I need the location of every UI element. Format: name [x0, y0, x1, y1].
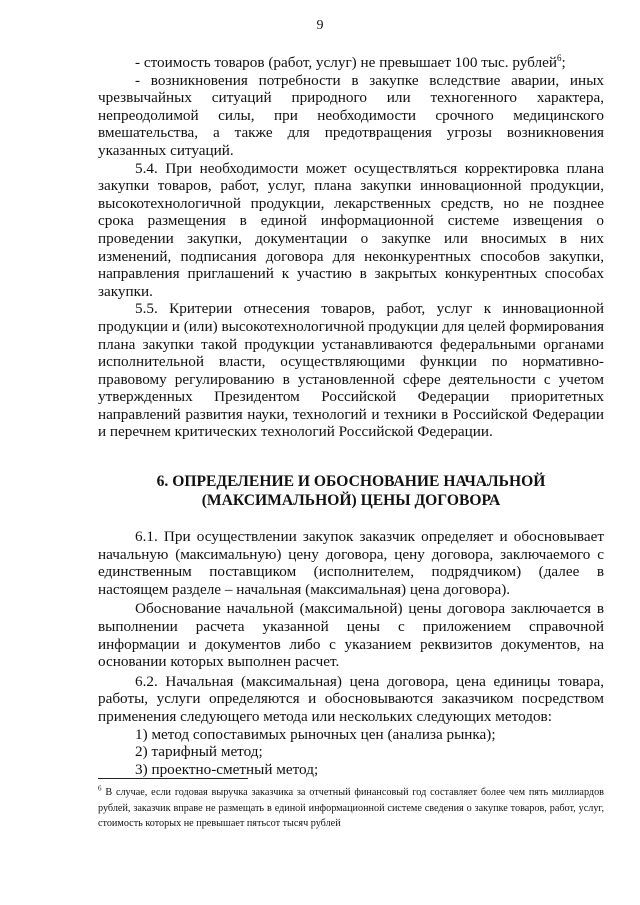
- list-item-method-3: 3) проектно-сметный метод;: [135, 760, 319, 778]
- section-heading-line-1: 6. ОПРЕДЕЛЕНИЕ И ОБОСНОВАНИЕ НАЧАЛЬНОЙ: [156, 473, 546, 490]
- paragraph-5-5: 5.5. Критерии отнесения товаров, работ, услуг к инновационной продукции и (или) высокотехнологичной продукции для целей формирования плана закупки такой продукции устанавливаются федеральными органами исполнительной власти, осуществляющими функции по нормативно-правовому регулированию в установленной сфере деятельности с учетом утвержденных Президентом Российской Федерации приоритетных направлений развития науки, технологий и техники в Российской Федерации и перечнем критических технологий Российской Федерации.: [98, 300, 604, 441]
- body-text-top: [98, 54, 604, 441]
- section-heading: [98, 472, 604, 510]
- footnote-reference[interactable]: 6: [556, 52, 562, 63]
- footnote-marker: 6: [98, 784, 102, 793]
- paragraph-justification: Обоснование начальной (максимальной) цены договора заключается в выполнении расчета указанной цены с приложением справочной информации и документов либо с указанием реквизитов документов, на основании которых выполнен расчет.: [98, 600, 604, 671]
- paragraph-6-1: 6.1. При осуществлении закупок заказчик определяет и обосновывает начальную (максимальную) цену договора, цену договора, заключаемого с единственным поставщиком (исполнителем, подрядчиком) (далее в настоящем разделе – начальная (максимальная) цена договора).: [98, 528, 604, 598]
- list-item-method-2: 2) тарифный метод;: [135, 743, 263, 761]
- footnote: [98, 785, 604, 832]
- list-item-method-1: 1) метод сопоставимых рыночных цен (анализа рынка);: [135, 725, 496, 743]
- paragraph-6-2: 6.2. Начальная (максимальная) цена договора, цена единицы товара, работы, услуги определяются и обосновываются заказчиком посредством применения следующего метода или нескольких следующих методов:: [98, 672, 604, 725]
- section-heading-line-2: (МАКСИМАЛЬНОЙ) ЦЕНЫ ДОГОВОРА: [201, 492, 501, 509]
- footnote-divider: [98, 778, 248, 779]
- footnote-text: В случае, если годовая выручка заказчика за отчетный финансовый год составляет более чем пять миллиардов рублей, заказчик вправе не размещать в единой информационной системе сведения о закупке товаров, работ, услуг, стоимость которых не превышает пятьсот тысяч рублей: [98, 787, 604, 829]
- paragraph-cost-limit: - стоимость товаров (работ, услуг) не превышает 100 тыс. рублей$^6$;: [135, 52, 566, 71]
- section-6-body: [98, 528, 604, 778]
- page-number: 9: [316, 18, 324, 33]
- paragraph-5-4: 5.4. При необходимости может осуществляться корректировка плана закупки товаров, работ, услуг, плана закупки инновационной продукции, высокотехнологичной продукции, лекарственных средств, но не позднее срока размещения в единой информационной системе извещения о проведении закупки, документации о закупке или вносимых в них изменений, подписания договора для неконкурентных способов закупки, направления приглашений к участию в закрытых конкурентных способах закупки.: [98, 159, 604, 300]
- paragraph-emergency: - возникновения потребности в закупке вследствие аварии, иных чрезвычайных ситуаций природного или техногенного характера, непреодолимой силы, при необходимости срочного медицинского вмешательства, а также для предотвращения угрозы возникновения указанных ситуаций.: [98, 71, 604, 159]
